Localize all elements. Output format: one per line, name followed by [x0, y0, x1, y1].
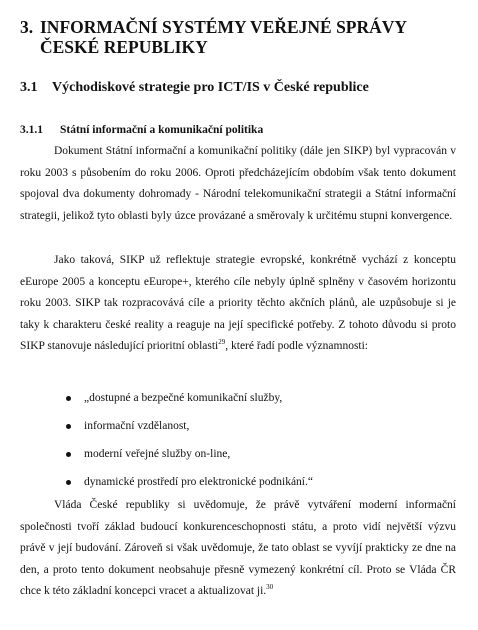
- list-item-text: dynamické prostředí pro elektronické podnikání.“: [84, 476, 313, 488]
- subsection-title: Státní informační a komunikační politika: [60, 124, 264, 136]
- priority-list: [66, 384, 313, 496]
- paragraph-3-text: Vláda České republiky si uvědomuje, že právě vytváření moderní informační společnosti tvoří základ budoucí konkurenceschopnosti státu, a proto vidí největší výzvu právě v její budování. Zároveň si však uvědomuje, že tato oblast se vyvíjí prakticky ze dne na den, a proto tento dokument neobsahuje přesně vymezený konkrétní cíl. Proto se Vláda ČR chce k této základní koncepci vracet a aktualizovat ji.: [20, 499, 456, 597]
- list-item-text: „dostupné a bezpečné komunikační služby,: [84, 392, 283, 404]
- paragraph-3: [20, 495, 456, 603]
- footnote-ref-30[interactable]: 30: [266, 583, 274, 592]
- chapter-number: 3.: [20, 17, 34, 37]
- section-number: 3.1: [20, 80, 38, 95]
- list-item: [66, 384, 313, 412]
- footnote-ref-29[interactable]: 29: [218, 338, 226, 347]
- subsection-heading: [20, 123, 263, 137]
- chapter-heading: [20, 17, 460, 57]
- list-item: [66, 440, 313, 468]
- list-item: [66, 468, 313, 496]
- list-item-text: moderní veřejné služby on-line,: [84, 448, 231, 460]
- paragraph-2-text: Jako taková, SIKP už reflektuje strategie evropské, konkrétně vychází z konceptu eEurope 2005 a konceptu eEurope+, kterého cíle nebyly úplně splněny v časovém horizontu roku 2003. SIKP tak rozpracovává cíle a priority těchto akčních plánů, ale uzpůsobuje si je taky k charakteru české reality a reaguje na její specifické potřeby. Z tohoto důvodu si proto SIKP stanovuje následující prioritní oblasti: [20, 254, 456, 352]
- chapter-title: INFORMAČNÍ SYSTÉMY VEŘEJNÉ SPRÁVY ČESKÉ REPUBLIKY: [40, 17, 407, 57]
- section-heading: [20, 80, 369, 96]
- list-item-text: informační vzdělanost,: [84, 420, 190, 432]
- bullet-icon: [66, 396, 71, 401]
- paragraph-2: [20, 250, 456, 358]
- paragraph-2-text-after: , které řadí podle významnosti:: [225, 340, 369, 352]
- subsection-number: 3.1.1: [20, 124, 43, 136]
- section-title: Východiskové strategie pro ICT/IS v České republice: [52, 80, 369, 95]
- bullet-icon: [66, 424, 71, 429]
- list-item: [66, 412, 313, 440]
- bullet-icon: [66, 480, 71, 485]
- paragraph-1: Dokument Státní informační a komunikační politiky (dále jen SIKP) byl vypracován v roku 2003 s působením do roku 2006. Oproti předcházejícím obdobím však tento dokument spojoval dva dokumenty dohromady - Národní telekomunikační strategii a Státní informační strategii, jelikož tyto oblasti byly úzce provázané a směrovaly k určitému stupni konvergence.: [20, 145, 456, 222]
- bullet-icon: [66, 452, 71, 457]
